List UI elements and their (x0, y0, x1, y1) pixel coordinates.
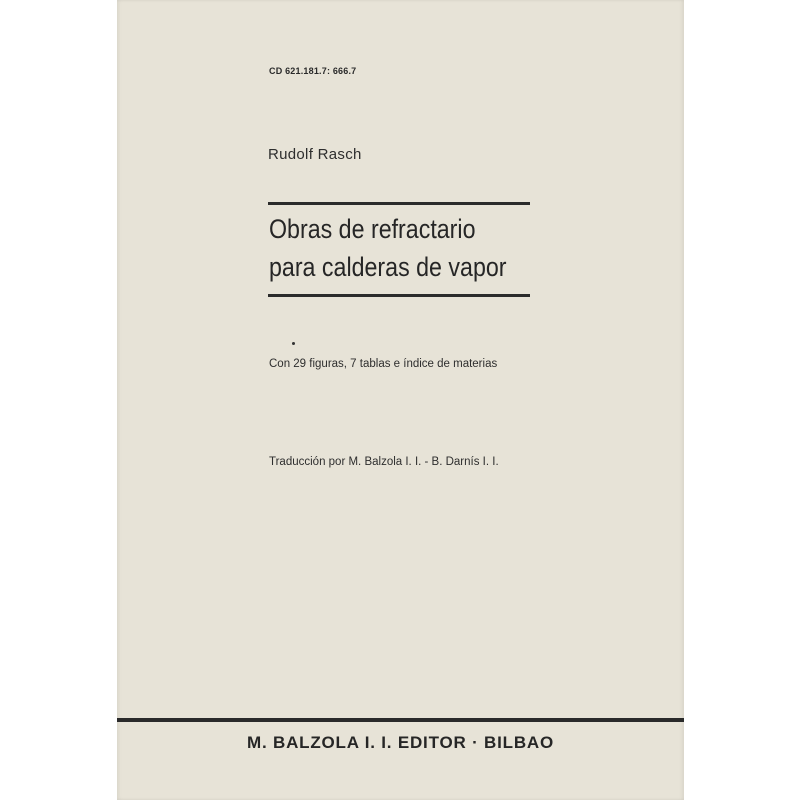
publisher-name: M. BALZOLA I. I. EDITOR · BILBAO (246, 733, 555, 752)
ink-speck (292, 342, 295, 345)
book-title (269, 210, 507, 286)
translation-credit: Traducción por M. Balzola I. I. - B. Darnís I. I. (269, 456, 499, 468)
title-top-rule (268, 202, 530, 205)
title-bottom-rule (268, 294, 530, 297)
title-line-1: Obras de refractario (269, 214, 476, 244)
title-line-2: para calderas de vapor (269, 252, 507, 282)
book-subtitle: Con 29 figuras, 7 tablas e índice de materias (269, 358, 498, 370)
classification-code: CD 621.181.7: 666.7 (269, 66, 357, 76)
publisher-rule (117, 718, 684, 722)
book-cover (117, 0, 684, 800)
author-name: Rudolf Rasch (268, 146, 362, 163)
